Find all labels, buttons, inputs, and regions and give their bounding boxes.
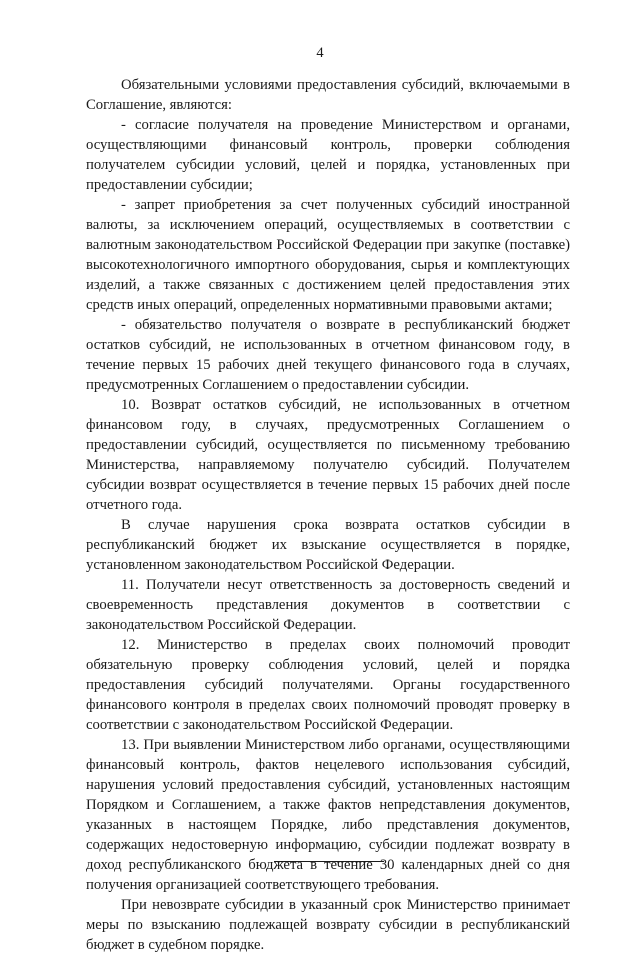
paragraph-consent-clause: - согласие получателя на проведение Министерством и органами, осуществляющими финансовый контроль, проверки соблюдения получателем субсидии условий, целей и порядка, установленных при предоставлении субсидии; bbox=[86, 117, 570, 193]
paragraph-currency-ban-clause: - запрет приобретения за счет полученных субсидий иностранной валюты, за исключением операций, осуществляемых в соответствии с валютным законодательством Российской Федерации при закупке (поставке) высокотехнологичного импортного оборудования, сырья и комплектующих изделий, а также связанных с достижением целей предоставления этих средств иных операций, определенных нормативными правовыми актами; bbox=[86, 197, 570, 313]
paragraph-refund-obligation-clause: - обязательство получателя о возврате в республиканский бюджет остатков субсидий, не использованных в отчетном финансовом году, в течение первых 15 рабочих дней текущего финансового года в случаях, предусмотренных Соглашением о предоставлении субсидии. bbox=[86, 317, 570, 393]
paragraph-intro: Обязательными условиями предоставления субсидий, включаемыми в Соглашение, являются: bbox=[86, 77, 570, 113]
paragraph-item-12: 12. Министерство в пределах своих полномочий проводит обязательную проверку соблюдения условий, целей и порядка предоставления субсидий получателями. Органы государственного финансового контроля в пределах своих полномочий проводят проверку в соответствии с законодательством Российской Федерации. bbox=[86, 637, 570, 733]
paragraph-item-10-violation: В случае нарушения срока возврата остатков субсидии в республиканский бюджет их взыскание осуществляется в порядке, установленном законодательством Российской Федерации. bbox=[86, 517, 570, 573]
document-body bbox=[86, 75, 570, 955]
page-number: 4 bbox=[316, 45, 324, 61]
end-divider-line bbox=[274, 861, 384, 862]
paragraph-item-13: 13. При выявлении Министерством либо органами, осуществляющими финансовый контроль, фактов нецелевого использования субсидий, нарушения условий предоставления субсидий, установленных настоящим Порядком и Соглашением, а также фактов непредставления документов, указанных в настоящем Порядке, либо представления документов, содержащих недостоверную информацию, субсидии подлежат возврату в доход республиканского бюджета в течение 30 календарных дней со дня получения организацией соответствующего требования. bbox=[86, 737, 570, 893]
paragraph-item-11: 11. Получатели несут ответственность за достоверность сведений и своевременность представления документов в соответствии с законодательством Российской Федерации. bbox=[86, 577, 570, 633]
paragraph-item-10: 10. Возврат остатков субсидий, не использованных в отчетном финансовом году, в случаях, предусмотренных Соглашением о предоставлении субсидий, осуществляется по письменному требованию Министерства, направляемому получателю субсидий. Получателем субсидии возврат осуществляется в течение первых 15 рабочих дней после отчетного года. bbox=[86, 397, 570, 513]
paragraph-item-13-nonreturn: При невозврате субсидии в указанный срок Министерство принимает меры по взысканию подлежащей возврату субсидии в республиканский бюджет в судебном порядке. bbox=[86, 897, 570, 953]
